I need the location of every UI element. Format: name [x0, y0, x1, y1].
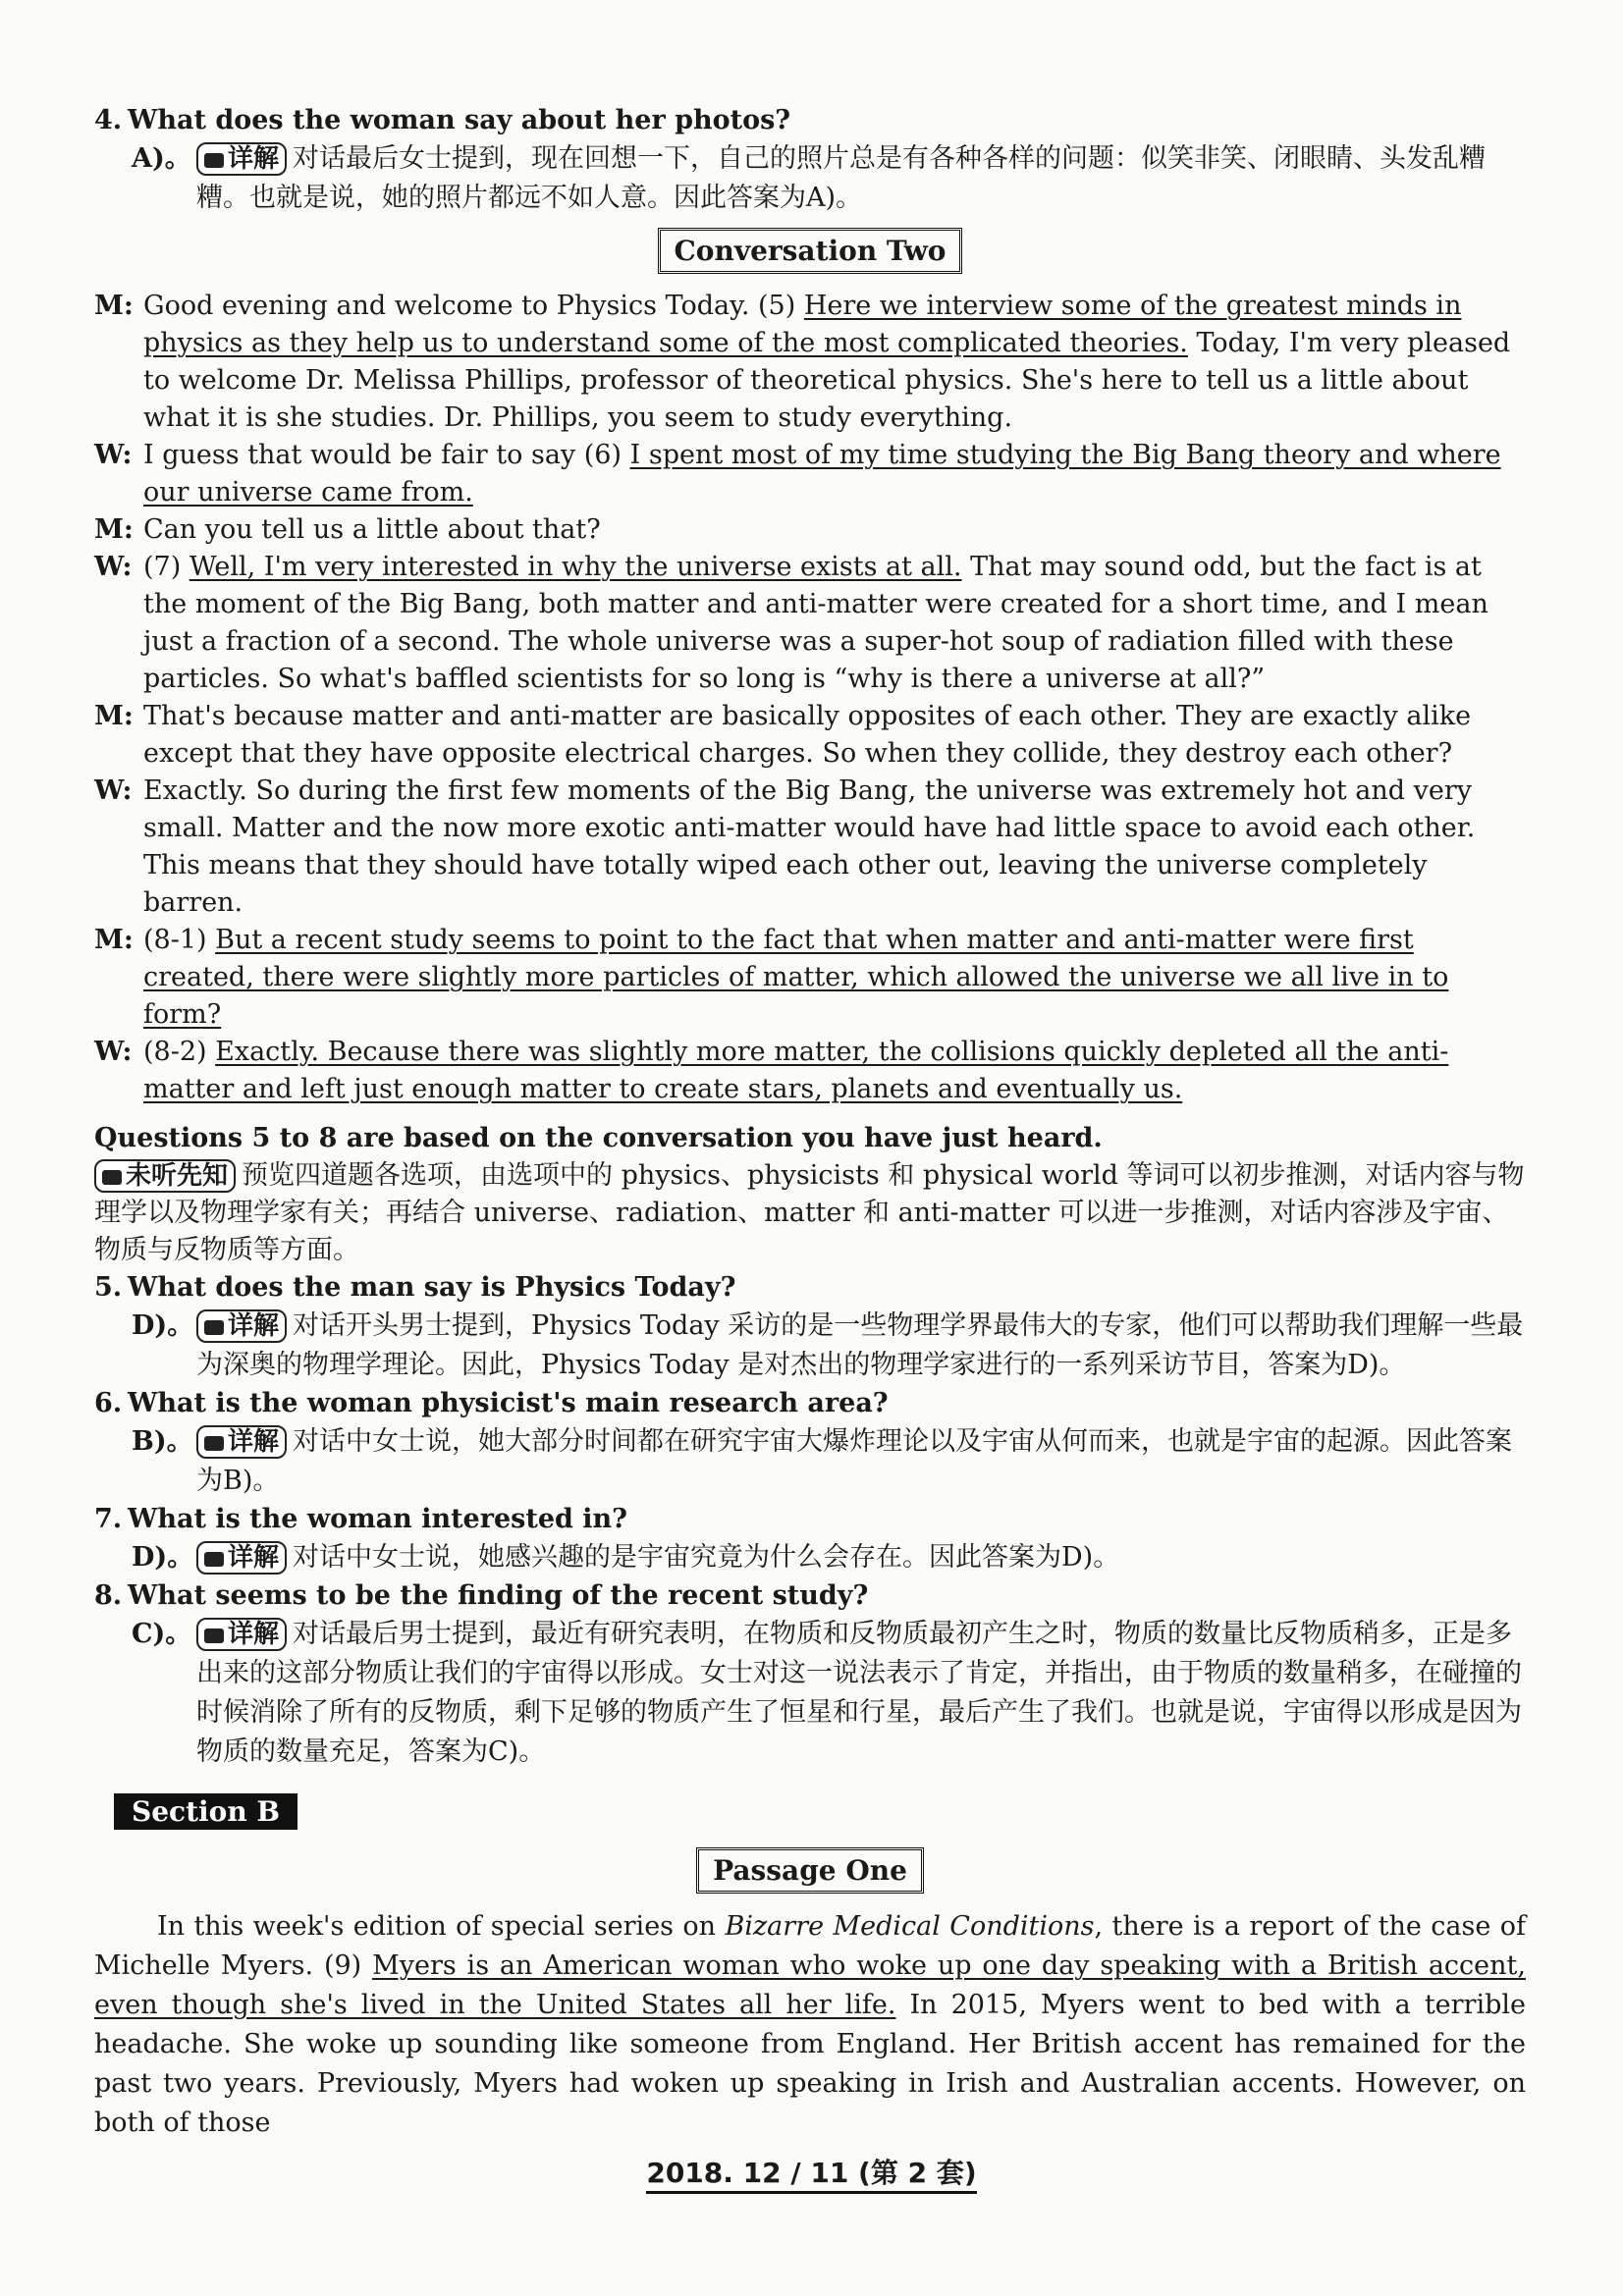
detail-tag — [196, 1541, 287, 1575]
questions-list — [94, 1269, 1526, 1772]
answer-block — [94, 1538, 1526, 1577]
question-text: What does the man say is Physics Today? — [128, 1272, 736, 1303]
underlined-answer: Here we interview some of the greatest minds in physics as they help us to understand some of the most complicated theories. — [143, 291, 1462, 358]
folder-icon — [204, 1552, 224, 1567]
answer-letter: D)。 — [132, 1310, 194, 1341]
question-number: 6. — [94, 1388, 123, 1418]
dialogue-turn: M: That's because matter and anti-matter are basically opposites of each other. They are exactly alike except that they have opposite electrical charges. So when they collide, they destroy each other? — [94, 698, 1526, 773]
question-item — [94, 1501, 1526, 1577]
question-text: What does the woman say about her photos? — [128, 105, 791, 135]
dialogue-turn: W: (8-2) Exactly. Because there was slightly more matter, the collisions quickly depleted all the anti-matter and left just enough matter to create stars, planets and eventually us. — [94, 1034, 1526, 1108]
answer-explanation: 对话最后男士提到，最近有研究表明，在物质和反物质最初产生之时，物质的数量比反物质稍多，正是多出来的这部分物质让我们的宇宙得以形成。女士对这一说法表示了肯定，并指出，由于物质的数量稍多，在碰撞的时候消除了所有的反物质，剩下足够的物质产生了恒星和行星，最后产生了我们。也就是说，宇宙得以形成是因为物质的数量充足，答案为C)。 — [196, 1619, 1522, 1767]
speaker-label: W: — [94, 775, 133, 806]
underlined-answer: Exactly. Because there was slightly more matter, the collisions quickly depleted all the anti-matter and left just enough matter to create stars, planets and eventually us. — [143, 1037, 1449, 1104]
answer-explanation: 对话开头男士提到，Physics Today 采访的是一些物理学界最伟大的专家，他们可以帮助我们理解一些最为深奥的物理学理论。因此，Physics Today 是对杰出的物理学家进行的一系列采访节目，答案为D)。 — [196, 1310, 1524, 1380]
detail-tag — [196, 1618, 287, 1651]
question-heading — [94, 1269, 1526, 1307]
answer-letter: B)。 — [132, 1426, 193, 1457]
speaker-label: W: — [94, 1037, 133, 1067]
question-number: 8. — [94, 1580, 123, 1611]
speaker-label: M: — [94, 291, 134, 321]
question-number: 7. — [94, 1504, 123, 1534]
answer-letter: A)。 — [132, 143, 191, 174]
question-item — [94, 1577, 1526, 1772]
preview-text: 预览四道题各选项，由选项中的 physics、physicists 和 physical world 等词可以初步推测，对话内容与物理学以及物理学家有关；再结合 universe、radiation、matter 和 anti-matter 可以进一步推测，对话内容涉及宇宙、物质与反物质等方面。 — [94, 1160, 1525, 1265]
folder-icon — [102, 1170, 122, 1185]
questions-prompt: Questions 5 to 8 are based on the conversation you have just heard. — [94, 1123, 1103, 1153]
question-heading — [94, 1385, 1526, 1422]
detail-tag — [196, 142, 287, 176]
answer-explanation: 对话中女士说，她感兴趣的是宇宙究竟为什么会存在。因此答案为D)。 — [293, 1542, 1120, 1573]
question-heading — [94, 1577, 1526, 1615]
answer-block — [94, 1422, 1526, 1501]
speaker-label: W: — [94, 440, 133, 470]
passage-paragraph: In this week's edition of special series on Bizarre Medical Conditions, there is a report of the case of Michelle Myers. (9) Myers is an American woman who woke up one day speaking with a British accent, even though she's lived in the United States all her life. In 2015, Myers went to bed with a terrible headache. She woke up sounding like someone from England. Her British accent has remained for the past two years. Previously, Myers had woken up speaking in Irish and Australian accents. However, on both of those — [94, 1911, 1526, 2138]
speaker-label: M: — [94, 514, 134, 545]
speaker-label: W: — [94, 552, 133, 582]
page-content — [94, 102, 1526, 2143]
question-text: What seems to be the finding of the recent study? — [128, 1580, 869, 1611]
dialogue-turn: W: Exactly. So during the first few moments of the Big Bang, the universe was extremely hot and very small. Matter and the now more exotic anti-matter would have had little space to avoid each other. This means that they should have totally wiped each other out, leaving the universe completely barren. — [94, 773, 1526, 922]
folder-icon — [204, 1320, 224, 1335]
answer-letter: C)。 — [132, 1619, 192, 1649]
detail-tag — [196, 1309, 287, 1343]
question-heading — [94, 1501, 1526, 1538]
question-4 — [94, 102, 1526, 139]
answer-4 — [94, 139, 1526, 218]
dialogue-turn: M: Good evening and welcome to Physics Today. (5) Here we interview some of the greatest minds in physics as they help us to understand some of the most complicated theories. Today, I'm very pleased to welcome Dr. Melissa Phillips, professor of theoretical physics. She's here to tell us a little about what it is she studies. Dr. Phillips, you seem to study everything. — [94, 288, 1526, 437]
underlined-answer: Myers is an American woman who woke up one day speaking with a British accent, even though she's lived in the United States all her life. — [94, 1950, 1526, 2020]
detail-tag-label: 详解 — [228, 1311, 280, 1341]
page-footer: 2018. 12 / 11 (第 2 套) — [0, 2152, 1623, 2191]
dialogue-turn: W: (7) Well, I'm very interested in why the universe exists at all. That may sound odd, but the fact is at the moment of the Big Bang, both matter and anti-matter were created for a short time, and I mean just a fraction of a second. The whole universe was a super-hot soup of radiation filled with these particles. So what's baffled scientists for so long is “why is there a universe at all?” — [94, 549, 1526, 698]
dialogue-turn: M: (8-1) But a recent study seems to point to the fact that when matter and anti-matter were first created, there were slightly more particles of matter, which allowed the universe we all live in to form? — [94, 922, 1526, 1034]
answer-block — [94, 1615, 1526, 1772]
folder-icon — [204, 1436, 224, 1451]
answer-letter: D)。 — [132, 1542, 194, 1573]
detail-tag-label: 详解 — [228, 1620, 280, 1649]
question-number: 4. — [94, 105, 123, 135]
underlined-answer: Well, I'm very interested in why the universe exists at all. — [189, 552, 962, 582]
detail-tag-label: 详解 — [228, 1427, 280, 1457]
dialogue-turn: W: I guess that would be fair to say (6) I spent most of my time studying the Big Bang theory and where our universe came from. — [94, 437, 1526, 511]
section-b-label: Section B — [114, 1793, 298, 1830]
detail-tag — [196, 1425, 287, 1459]
folder-icon — [204, 1629, 224, 1643]
conversation-title: Conversation Two — [94, 228, 1526, 274]
answer-explanation: 对话最后女士提到，现在回想一下，自己的照片总是有各种各样的问题：似笑非笑、闭眼睛、头发乱糟糟。也就是说，她的照片都远不如人意。因此答案为A)。 — [196, 143, 1487, 213]
speaker-label: M: — [94, 701, 134, 731]
preview-paragraph — [94, 1157, 1526, 1269]
conversation-transcript — [94, 288, 1526, 1108]
question-number: 5. — [94, 1272, 123, 1303]
question-item — [94, 1385, 1526, 1501]
preview-tag — [94, 1159, 236, 1193]
detail-tag-label: 详解 — [228, 144, 280, 174]
underlined-answer: But a recent study seems to point to the fact that when matter and anti-matter were first created, there were slightly more particles of matter, which allowed the universe we all live in to form? — [143, 925, 1449, 1030]
dialogue-turn: M: Can you tell us a little about that? — [94, 511, 1526, 549]
speaker-label: M: — [94, 925, 134, 955]
underlined-answer: I spent most of my time studying the Big Bang theory and where our universe came from. — [143, 440, 1501, 507]
question-text: What is the woman interested in? — [128, 1504, 627, 1534]
detail-tag-label: 详解 — [228, 1543, 280, 1573]
answer-explanation: 对话中女士说，她大部分时间都在研究宇宙大爆炸理论以及宇宙从何而来，也就是宇宙的起源。因此答案为B)。 — [196, 1426, 1513, 1496]
question-text: What is the woman physicist's main research area? — [128, 1388, 889, 1418]
answer-block — [94, 1307, 1526, 1385]
folder-icon — [204, 153, 224, 168]
preview-tag-label: 未听先知 — [126, 1161, 229, 1191]
passage-title: Passage One — [94, 1847, 1526, 1894]
question-item — [94, 1269, 1526, 1385]
